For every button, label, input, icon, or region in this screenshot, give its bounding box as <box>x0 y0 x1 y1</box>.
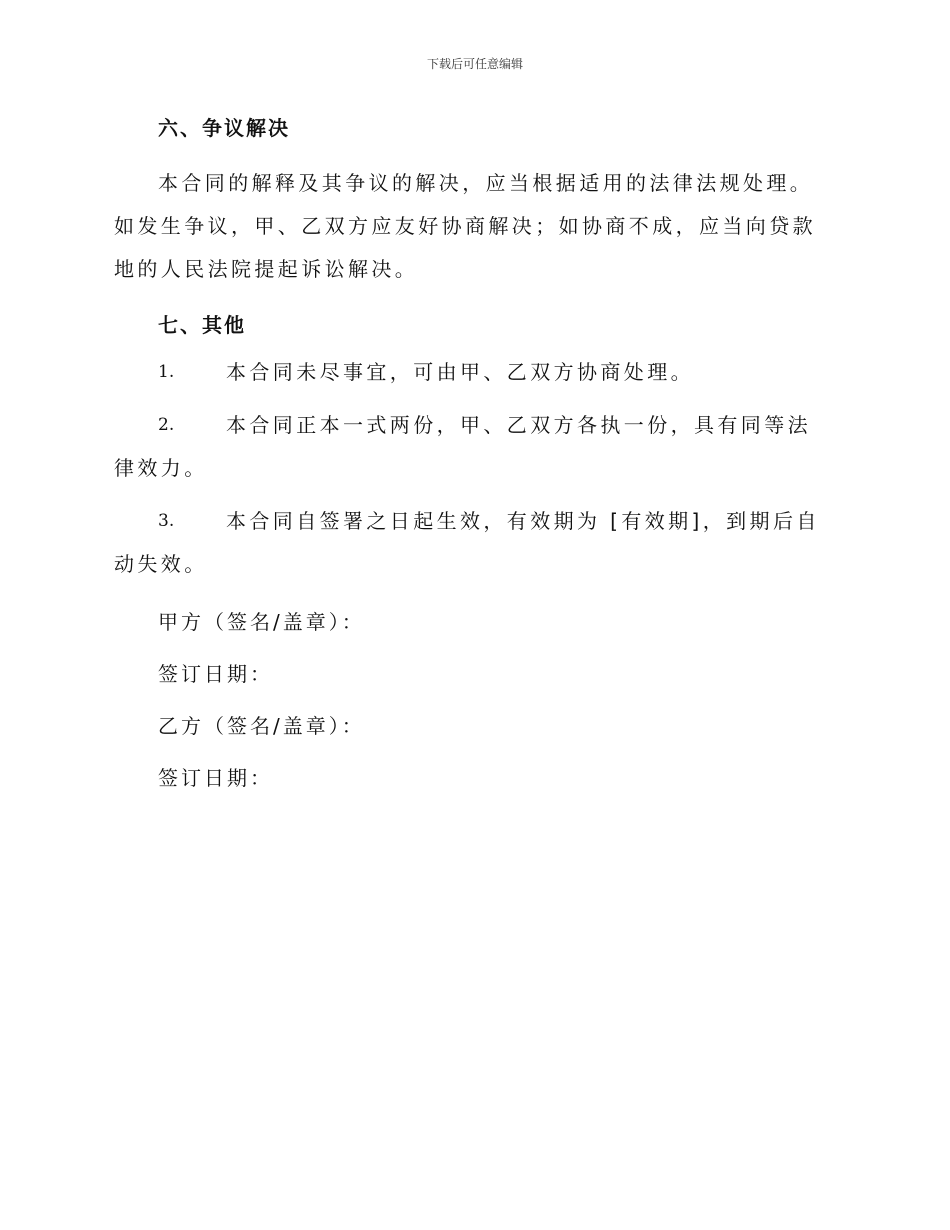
page-header: 下载后可任意编辑 <box>426 57 523 71</box>
section-title-dispute: 六、争议解决 <box>158 116 290 140</box>
document-content <box>114 112 834 804</box>
signature-date-b: 签订日期： <box>158 766 273 790</box>
section-title-other: 七、其他 <box>158 313 246 337</box>
list-item-text: 本合同自签署之日起生效，有效期为 [有效期]，到期后自动失效。 <box>114 509 820 576</box>
list-item-number: 1. <box>158 362 175 382</box>
paragraph-dispute: 本合同的解释及其争议的解决，应当根据适用的法律法规处理。如发生争议，甲、乙双方应友好协商解决；如协商不成，应当向贷款地的人民法院提起诉讼解决。 <box>114 171 816 281</box>
signature-party-b: 乙方（签名/盖章）： <box>158 714 365 738</box>
list-item-number: 2. <box>158 415 175 435</box>
signature-date-a: 签订日期： <box>158 662 273 686</box>
list-item-text: 本合同正本一式两份，甲、乙双方各执一份，具有同等法律效力。 <box>114 413 811 480</box>
numbered-list <box>114 351 834 586</box>
signature-party-a: 甲方（签名/盖章）： <box>158 610 365 634</box>
list-item-text: 本合同未尽事宜，可由甲、乙双方协商处理。 <box>226 360 694 384</box>
list-item <box>114 404 834 490</box>
list-item <box>114 351 834 394</box>
list-item <box>114 500 834 586</box>
list-item-number: 3. <box>158 511 175 531</box>
